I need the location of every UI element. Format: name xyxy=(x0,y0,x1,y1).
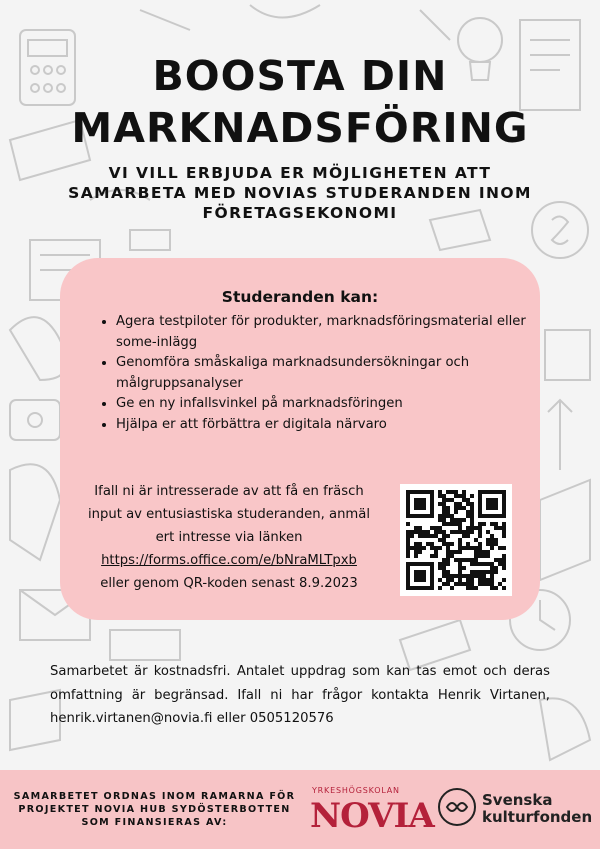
kulturfonden-logo-icon xyxy=(437,787,477,827)
title-line-1: BOOSTA DIN xyxy=(152,52,448,100)
bullet-item: • Ge en ny infallsvinkel på marknadsföringen xyxy=(116,394,536,415)
info-line: input av entusiastiska studeranden, anmäl xyxy=(87,507,371,522)
band-line: PROJEKTET NOVIA HUB SYDÖSTERBOTTEN xyxy=(18,804,291,815)
info-card xyxy=(60,258,540,620)
poster-title xyxy=(0,50,600,154)
bullet-item: • Hjälpa er att förbättra er digitala närvaro xyxy=(116,415,536,436)
band-text xyxy=(12,790,297,829)
bullet-item: • Agera testpiloter för produkter, marknadsföringsmaterial eller some-inlägg xyxy=(116,312,536,353)
novia-logo: NOVIA xyxy=(310,796,434,836)
band-line: SAMARBETET ORDNAS INOM RAMARNA FÖR xyxy=(13,791,296,802)
footer-text: Samarbetet är kostnadsfri. Antalet uppdrag som kan tas emot och deras omfattning är begränsad. Ifall ni har frågor kontakta Henrik Virtanen, henrik.virtanen@novia.fi eller 0505120576 xyxy=(50,664,550,726)
skf-line: Svenska xyxy=(482,791,553,809)
qr-code-graphic xyxy=(400,484,512,596)
subtitle-line-1: VI VILL ERBJUDA ER MÖJLIGHETEN ATT xyxy=(108,164,492,182)
skf-line: kulturfonden xyxy=(482,808,593,826)
signup-info xyxy=(84,480,374,595)
form-link[interactable]: https://forms.office.com/e/bNraMLTpxb xyxy=(101,553,357,568)
kulturfonden-logo-text xyxy=(482,792,592,826)
bullet-item: • Genomföra småskaliga marknadsundersökningar och målgruppsanalyser xyxy=(116,353,536,394)
subtitle-line-2: SAMARBETA MED NOVIAS STUDERANDEN INOM xyxy=(68,184,532,202)
qr-code[interactable] xyxy=(400,484,512,596)
band-line: SOM FINANSIERAS AV: xyxy=(81,817,228,828)
bullet-list xyxy=(98,312,536,435)
card-heading: Studeranden kan: xyxy=(221,288,379,306)
info-line: Ifall ni är intresserade av att få en fräsch xyxy=(94,484,364,499)
subtitle-line-3: FÖRETAGSEKONOMI xyxy=(202,204,398,222)
title-line-2: MARKNADSFÖRING xyxy=(71,104,529,152)
info-end: eller genom QR-koden senast 8.9.2023 xyxy=(100,576,358,591)
poster-subtitle xyxy=(40,163,560,223)
novia-logo-small-text: YRKESHÖGSKOLAN xyxy=(312,786,400,795)
info-line: ert intresse via länken xyxy=(155,530,303,545)
sponsor-band xyxy=(0,770,600,849)
